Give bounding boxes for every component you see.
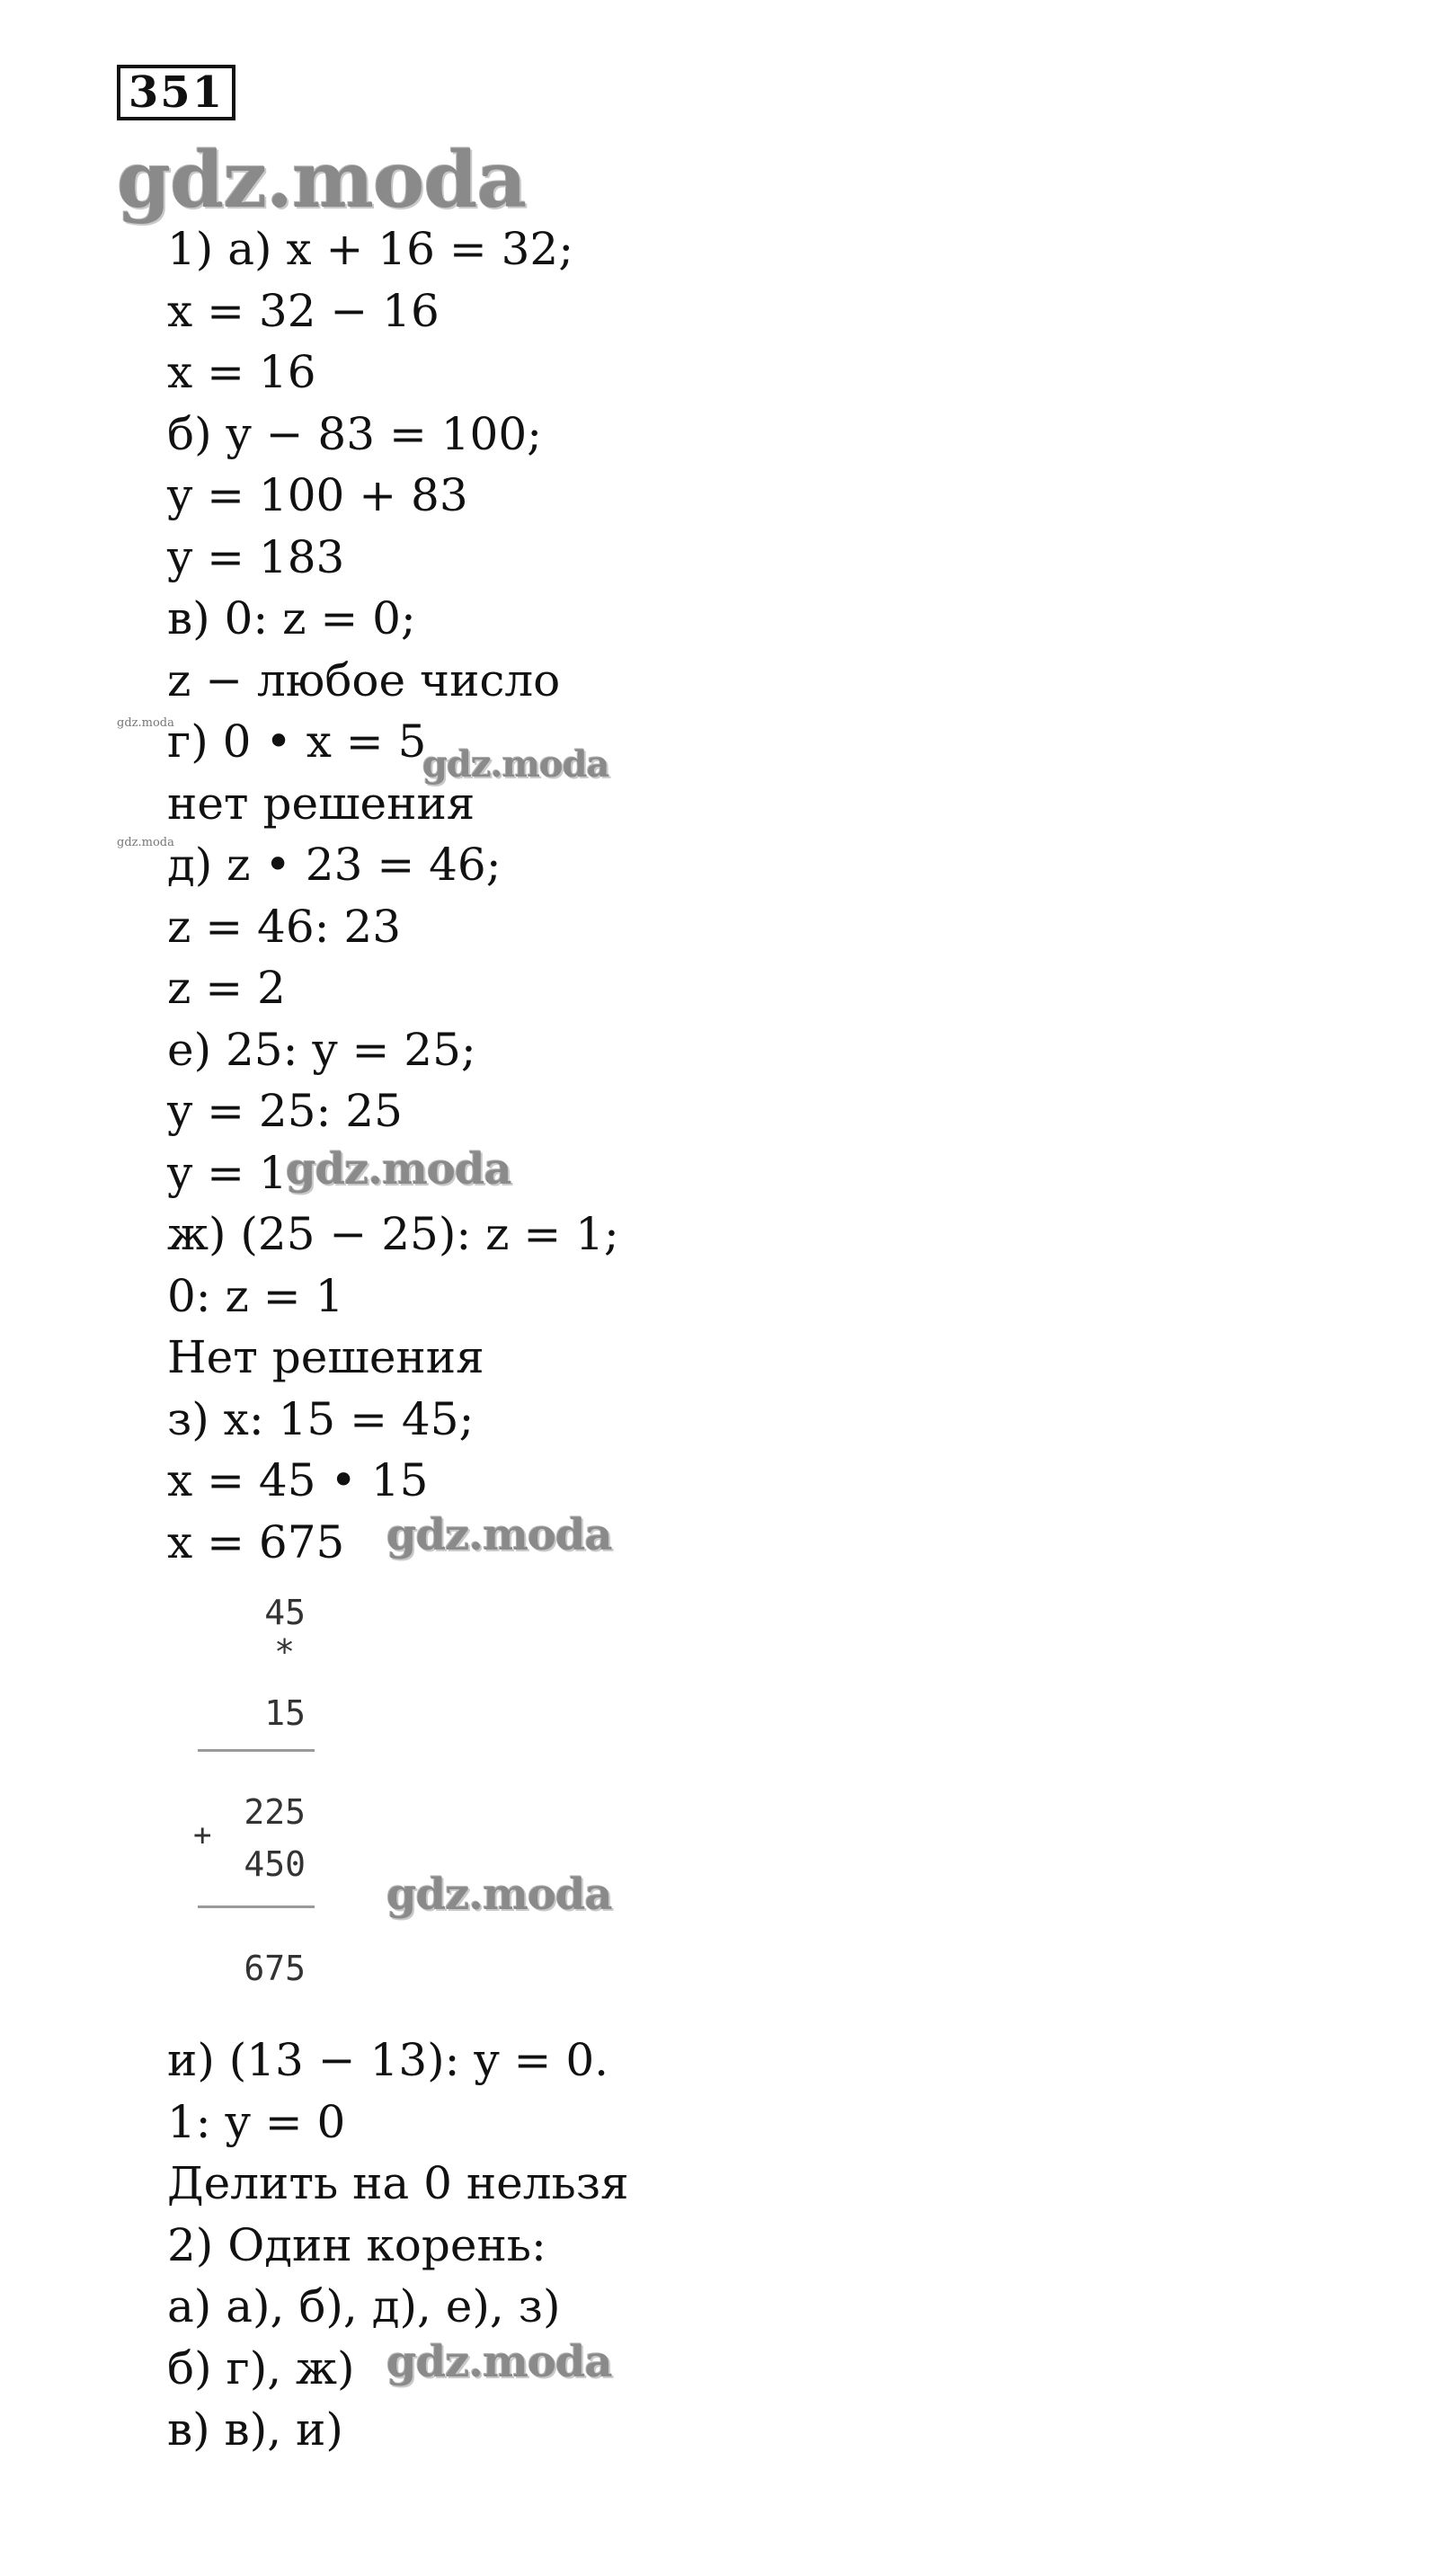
equation-line: 1: y = 0 xyxy=(167,2095,346,2148)
equation-line: е) 25: y = 25; xyxy=(167,1023,476,1076)
calc-partial-2: 450 xyxy=(244,1844,306,1884)
equation-line: Нет решения xyxy=(167,1331,484,1383)
equation-line: б) y − 83 = 100; xyxy=(167,407,543,460)
equation-line: z − любое число xyxy=(167,653,561,706)
watermark-logo: gdz.moda xyxy=(117,135,527,226)
equation-line: з) x: 15 = 45; xyxy=(167,1392,475,1445)
equation-line: x = 45 • 15 xyxy=(167,1454,429,1506)
equation-line: x = 32 − 16 xyxy=(167,284,440,337)
watermark-overlay: gdz.moda xyxy=(386,1870,612,1920)
equation-line: в) 0: z = 0; xyxy=(167,592,416,644)
equation-line: 1) а) x + 16 = 32; xyxy=(167,223,574,275)
watermark-overlay: gdz.moda xyxy=(386,1510,612,1560)
equation-line: ж) (25 − 25): z = 1; xyxy=(167,1208,619,1260)
watermark-overlay: gdz.moda xyxy=(386,2337,612,2387)
equation-line: z = 2 xyxy=(167,962,286,1014)
equation-line: Делить на 0 нельзя xyxy=(167,2157,629,2209)
watermark-tiny: gdz.moda xyxy=(117,716,174,730)
watermark-tiny: gdz.moda xyxy=(117,836,174,849)
solution-part-2 xyxy=(167,2030,629,2461)
equation-line: и) (13 − 13): y = 0. xyxy=(167,2034,609,2086)
equation-line: y = 25: 25 xyxy=(167,1085,403,1137)
calc-multiplicand: 45 xyxy=(264,1593,306,1632)
equation-line: в) в), и) xyxy=(167,2403,343,2456)
problem-number: 351 xyxy=(117,65,235,120)
equation-line: x = 675 xyxy=(167,1515,345,1568)
equation-line: 0: z = 1 xyxy=(167,1269,344,1322)
equation-line: нет решения xyxy=(167,777,475,830)
equation-line: y = 100 + 83 xyxy=(167,469,468,521)
watermark-overlay: gdz.moda xyxy=(286,1144,511,1195)
calc-result: 675 xyxy=(244,1949,306,1988)
equation-line: г) 0 • x = 5 xyxy=(167,715,427,768)
solution-part-1 xyxy=(167,218,619,1573)
equation-line: а) а), б), д), е), з) xyxy=(167,2280,561,2332)
calc-plus: + xyxy=(193,1817,212,1853)
equation-line: д) z • 23 = 46; xyxy=(167,839,502,891)
equation-line: 2) Один корень: xyxy=(167,2218,546,2271)
calc-operator: * xyxy=(274,1632,295,1672)
equation-line: x = 16 xyxy=(167,346,316,398)
calc-multiplier: 15 xyxy=(264,1693,306,1733)
calc-rule xyxy=(198,1905,315,1908)
equation-line: z = 46: 23 xyxy=(167,900,402,953)
watermark-overlay: gdz.moda xyxy=(422,743,609,786)
calc-partial-1: 225 xyxy=(244,1792,306,1832)
equation-line: y = 183 xyxy=(167,530,345,583)
equation-line: б) г), ж) xyxy=(167,2341,355,2394)
equation-line: y = 1 xyxy=(167,1146,288,1199)
calc-rule xyxy=(198,1749,315,1752)
